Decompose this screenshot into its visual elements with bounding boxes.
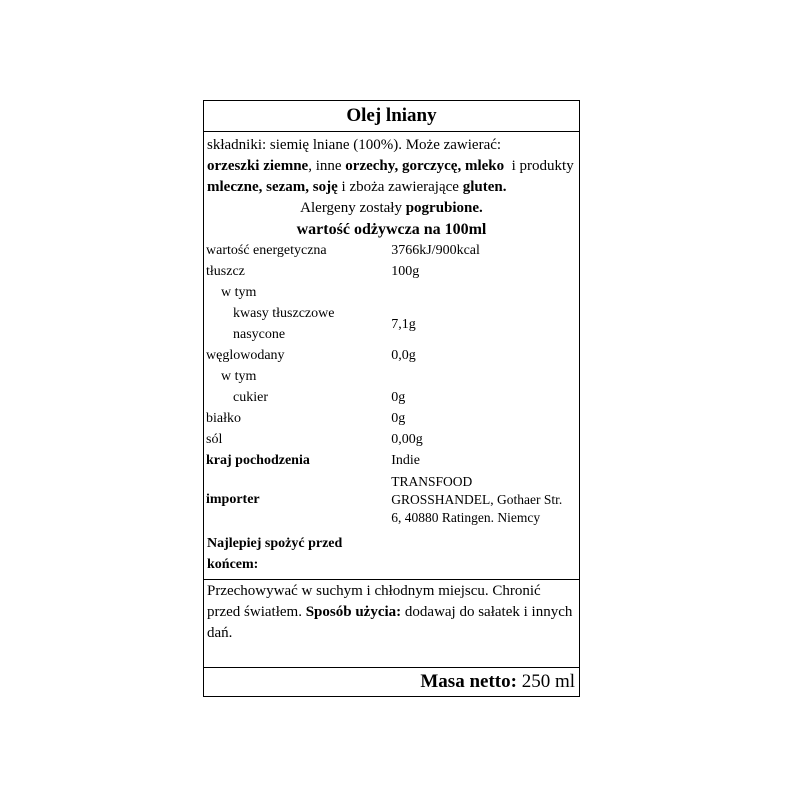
saturated-fat-label xyxy=(206,303,391,345)
ingredients-intro: składniki: siemię lniane (100%). Może zawierać: xyxy=(207,137,502,153)
table-row xyxy=(206,366,579,387)
ingredients-text-3: i produkty xyxy=(511,158,574,174)
ingredients-text-4: i zboża zawierające xyxy=(341,179,459,195)
importer-line-1: TRANSFOOD xyxy=(391,474,473,489)
importer-value xyxy=(391,471,579,527)
table-row xyxy=(206,240,579,261)
salt-label: sól xyxy=(206,432,223,447)
allergen-peanuts: orzeszki ziemne xyxy=(207,158,309,174)
saturated-fat-label-2: nasycone xyxy=(233,327,286,342)
importer-label: importer xyxy=(206,491,260,507)
protein-label: białko xyxy=(206,411,241,426)
table-row xyxy=(206,387,579,408)
carbs-value: 0,0g xyxy=(391,348,416,363)
fat-value: 100g xyxy=(391,264,420,279)
storage-text: Przechowywać w suchym i chłodnym miejscu. Chronić przed światłem. xyxy=(207,583,541,620)
energy-label: wartość energetyczna xyxy=(206,243,327,258)
saturated-fat-label-1: kwasy tłuszczowe xyxy=(233,306,335,321)
empty-cell xyxy=(391,282,579,303)
protein-value: 0g xyxy=(391,411,406,426)
table-row xyxy=(206,345,579,366)
storage-instructions xyxy=(204,579,579,644)
of-which-label: w tym xyxy=(221,369,257,384)
table-row xyxy=(206,261,579,282)
energy-value: 3766kJ/900kcal xyxy=(391,243,480,258)
allergen-gluten: gluten. xyxy=(462,179,507,195)
best-before: Najlepiej spożyć przed końcem: xyxy=(207,536,343,572)
empty-cell xyxy=(391,366,579,387)
origin-value: Indie xyxy=(391,453,420,468)
importer-line-2: GROSSHANDEL, Gothaer Str. xyxy=(391,492,563,507)
sugar-value: 0g xyxy=(391,390,406,405)
ingredients-text xyxy=(204,132,579,198)
sugar-label: cukier xyxy=(233,390,268,405)
allergen-note xyxy=(204,198,579,219)
allergen-note-text: Alergeny zostały xyxy=(300,200,402,216)
allergen-nuts-mustard-milk: orzechy, gorczycę, mleko xyxy=(345,158,505,174)
net-mass xyxy=(204,667,579,696)
saturated-fat-value: 7,1g xyxy=(391,316,416,332)
usage-text: dodawaj do sałatek i innych dań. xyxy=(207,604,573,641)
nutrition-table xyxy=(206,240,579,527)
origin-label: kraj pochodzenia xyxy=(206,453,310,468)
table-row xyxy=(206,450,579,471)
net-mass-value: 250 ml xyxy=(521,671,575,692)
fat-label: tłuszcz xyxy=(206,264,245,279)
table-row xyxy=(206,408,579,429)
product-title: Olej lniany xyxy=(204,101,579,132)
table-row xyxy=(206,429,579,450)
allergen-note-bold: pogrubione. xyxy=(405,200,483,216)
nutrition-heading: wartość odżywcza na 100ml xyxy=(296,221,487,238)
table-row xyxy=(206,282,579,303)
of-which-label: w tym xyxy=(221,285,257,300)
usage-label: Sposób użycia: xyxy=(305,604,402,620)
importer-line-3: 6, 40880 Ratingen. Niemcy xyxy=(391,510,541,525)
table-row xyxy=(206,303,579,345)
ingredients-text-2: , inne xyxy=(308,158,342,174)
allergen-dairy-sesame-soy: mleczne, sezam, soję xyxy=(207,179,338,195)
table-row xyxy=(206,471,579,527)
product-label xyxy=(203,100,580,697)
carbs-label: węglowodany xyxy=(206,348,285,363)
net-mass-label: Masa netto: xyxy=(420,671,517,692)
salt-value: 0,00g xyxy=(391,432,423,447)
